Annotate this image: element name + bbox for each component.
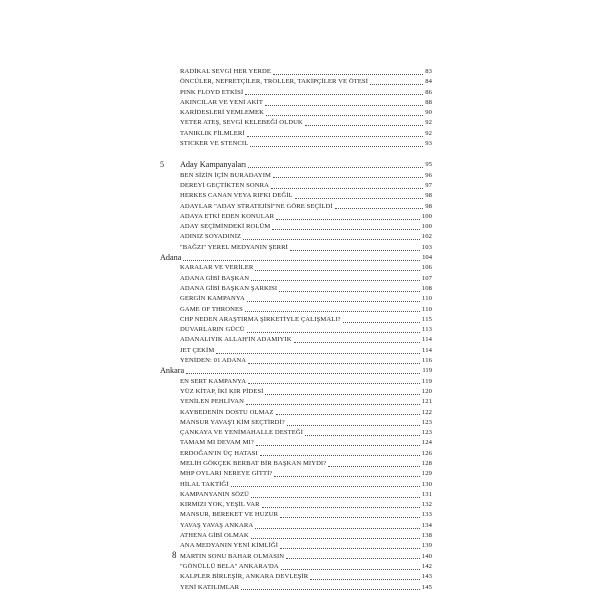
toc-entry-page-number: 106 [421,264,432,272]
toc-entry-title: ÖNCÜLER, NEFRETÇİLER, TROLLER, TAKİPÇİLER VE ÖTESİ [180,78,368,86]
toc-entry[interactable] [160,469,432,479]
toc-entry-title: ANA MEDYANIN YENİ KİMLİĞİ [180,542,279,550]
dot-leader [276,413,420,415]
chapter-page-number: 95 [425,161,432,169]
toc-entry-page-number: 119 [422,377,432,385]
toc-entry-page-number: 102 [421,233,432,241]
toc-entry-page-number: 131 [421,490,432,498]
toc-entry-title: KAYBEDENİN DOSTU OLMAZ [180,408,274,416]
toc-entry[interactable] [160,263,432,273]
toc-entry-page-number: 134 [421,521,432,529]
toc-entry[interactable] [160,418,432,428]
dot-leader [343,321,420,323]
toc-entry-page-number: 143 [421,573,432,581]
toc-entry-page-number: 132 [421,501,432,509]
toc-entry-page-number: 103 [421,243,432,251]
toc-entry-page-number: 88 [425,98,432,106]
toc-entry-title: ÇANKAYA VE YENİMAHALLE DESTEĞİ [180,429,304,437]
dot-leader [243,238,420,240]
toc-entry[interactable] [160,428,432,438]
toc-entry-title: TANIKLIK FİLMLERİ [180,129,245,137]
toc-entry[interactable] [160,274,432,284]
toc-entry[interactable] [160,397,432,407]
toc-entry-title: KIRMIZI YOK, YEŞİL VAR [180,501,260,509]
table-of-contents [160,67,432,593]
toc-entry-title: MELİH GÖKÇEK BERBAT BİR BAŞKAN MIYDI? [180,459,327,467]
toc-entry-title: RADİKAL SEVGİ HER YERDE [180,68,272,75]
toc-entry-page-number: 120 [421,387,432,395]
toc-entry-title: ADINIZ SOYADINIZ [180,233,242,241]
dot-leader [286,557,420,559]
toc-entry[interactable] [160,377,432,387]
toc-entry-page-number: 145 [421,583,432,591]
toc-entry-page-number: 92 [425,119,432,127]
toc-entry-title: YENİLEN PEHLİVAN [180,398,244,406]
toc-entry-title: YENİ KATILIMLAR [180,583,240,591]
toc-entry-title: MHP OYLARI NEREYE GİTTİ? [180,470,273,478]
toc-entry-page-number: 129 [421,470,432,478]
toc-entry-title: KARİDESLERİ YEMLEMEK [180,109,264,117]
toc-entry-title: ATHENA GİBİ OLMAK [180,532,249,540]
toc-entry-page-number: 123 [421,418,432,426]
dot-leader [287,424,420,426]
toc-entry[interactable] [160,449,432,459]
toc-entry-page-number: 122 [421,408,432,416]
toc-entry[interactable] [160,222,432,232]
toc-entry-title: AKINCILAR VE YENİ AKİT [180,98,263,106]
toc-entry[interactable] [160,500,432,510]
toc-entry-title: ERDOĞAN'IN ÜÇ HATASI [180,449,258,457]
toc-entry-page-number: 123 [421,429,432,437]
toc-entry[interactable] [160,490,432,500]
dot-leader [183,259,420,261]
dot-leader [231,485,420,487]
section-page-number: 119 [422,367,432,375]
toc-entry-title: ADAY SEÇİMİNDEKİ ROLÜM [180,223,271,231]
toc-entry[interactable] [160,346,432,356]
toc-entry-page-number: 114 [422,346,432,354]
toc-section-ankara[interactable] [160,366,432,376]
toc-entry[interactable] [160,191,432,201]
dot-leader [290,249,420,251]
dot-leader [294,341,420,343]
toc-entry[interactable] [160,408,432,418]
dot-leader [262,506,420,508]
dot-leader [247,331,420,333]
toc-entry-page-number: 97 [425,181,432,189]
toc-entry[interactable] [160,562,432,572]
toc-entry-title: KALPLER BİRLEŞİR, ANKARA DEVLEŞİR [180,573,309,581]
toc-entry[interactable] [160,171,432,181]
dot-leader [245,93,423,95]
toc-entry[interactable] [160,118,432,128]
toc-entry-page-number: 126 [421,449,432,457]
dot-leader [335,207,424,209]
toc-entry[interactable] [160,232,432,242]
toc-entry-page-number: 100 [421,223,432,231]
toc-entry-page-number: 98 [425,202,432,210]
toc-chapter-5[interactable] [160,160,432,170]
toc-entry-title: GAME OF THRONES [180,305,243,313]
section-title: Adana [160,253,182,263]
dot-leader [248,382,420,384]
dot-leader [281,568,420,570]
toc-entry-title: ADAYLAR "ADAY STRATEJİSİ"NE GÖRE SEÇİLDİ [180,202,333,210]
toc-entry[interactable] [160,531,432,541]
toc-entry[interactable] [160,108,432,118]
toc-entry-title: DEREYİ GEÇTİKTEN SONRA [180,181,270,189]
toc-entry[interactable] [160,129,432,139]
toc-entry-page-number: 113 [422,326,432,334]
toc-entry[interactable] [160,139,432,149]
toc-entry-title: MANSUR, BEREKET VE HUZUR [180,511,279,519]
toc-entry-title: BEN SİZİN İÇİN BURADAYIM [180,171,271,179]
toc-entry-title: STICKER VE STENCIL [180,140,249,148]
toc-entry-title: YÜZ KİTAP, İKİ KIR PİDESİ [180,387,264,395]
toc-entry[interactable] [160,541,432,551]
toc-entry[interactable] [160,294,432,304]
toc-entry[interactable] [160,552,432,562]
toc-entry-title: JET ÇEKİM [180,346,215,354]
page-number-footer: 8 [172,550,177,560]
toc-entry-page-number: 86 [425,88,432,96]
toc-entry-page-number: 133 [421,511,432,519]
dot-leader [273,176,423,178]
toc-entry-page-number: 100 [421,212,432,220]
toc-entry-title: MANSUR YAVAŞ'I KİM SEÇTİRDİ? [180,418,285,426]
toc-gap [160,149,432,160]
toc-entry-page-number: 98 [425,192,432,200]
toc-entry-title: HERKES CANAN VEYA RIFKI DEĞİL [180,192,293,200]
toc-entry-page-number: 84 [425,78,432,86]
dot-leader [246,403,420,405]
dot-leader [273,73,423,75]
toc-entry-page-number: 138 [421,532,432,540]
toc-entry-title: DUVARLARIN GÜCÜ [180,326,245,334]
dot-leader [186,372,420,374]
dot-leader [305,434,420,436]
toc-entry-page-number: 114 [422,336,432,344]
toc-entry-page-number: 130 [421,480,432,488]
dot-leader [260,454,420,456]
toc-entry[interactable] [160,572,432,582]
toc-entry-page-number: 140 [421,552,432,560]
dot-leader [247,135,423,137]
dot-leader [272,228,419,230]
toc-entry-title: "BAĞZI" YEREL MEDYANIN ŞERRİ [180,243,288,251]
chapter-title: Aday Kampanyaları [180,160,247,170]
toc-entry-page-number: 116 [422,357,432,365]
toc-entry-page-number: 83 [425,68,432,75]
toc-entry[interactable] [160,98,432,108]
dot-leader [265,104,423,106]
toc-entry[interactable] [160,480,432,490]
toc-entry-page-number: 93 [425,140,432,148]
toc-entry-title: ADANA GİBİ BAŞKAN [180,274,250,282]
toc-entry[interactable] [160,243,432,253]
toc-group-chapter-4-tail [160,67,432,149]
toc-entry-page-number: 121 [421,398,432,406]
toc-entry-title: EN SERT KAMPANYA [180,377,247,385]
toc-entry[interactable] [160,583,432,593]
toc-entry-page-number: 110 [422,295,432,303]
toc-section-adana[interactable] [160,253,432,263]
toc-entry-title: GERGİN KAMPANYA [180,295,245,303]
dot-leader [265,393,419,395]
dot-leader [255,269,419,271]
toc-entry-title: KARALAR VE VERİLER [180,264,254,272]
dot-leader [255,527,420,529]
toc-entry[interactable] [160,181,432,191]
toc-entry-title: ADAYA ETKİ EDEN KONULAR [180,212,275,220]
toc-entry[interactable] [160,284,432,294]
dot-leader [248,166,423,168]
toc-entry-title: CHP NEDEN ARAŞTIRMA ŞİRKETİYLE ÇALIŞMALI? [180,315,341,323]
toc-entry-title: ADANA GİBİ BAŞKAN ŞARKISI [180,284,278,292]
toc-entry[interactable] [160,459,432,469]
toc-entry[interactable] [160,202,432,212]
dot-leader [310,578,420,580]
dot-leader [247,300,420,302]
toc-entry-title: YETER ATEŞ, SEVGİ KELEBEĞİ OLDUK [180,119,303,127]
dot-leader [274,475,419,477]
dot-leader [295,197,424,199]
dot-leader [305,124,423,126]
toc-entry[interactable] [160,356,432,366]
toc-entry[interactable] [160,387,432,397]
toc-entry-title: ADANALIYIK ALLAH'IN ADAMIYIK [180,336,292,344]
dot-leader [216,352,420,354]
dot-leader [276,218,420,220]
toc-entry-page-number: 110 [422,305,432,313]
section-page-number: 104 [422,254,432,262]
toc-entry[interactable] [160,335,432,345]
dot-leader [279,290,420,292]
dot-leader [251,279,420,281]
toc-entry[interactable] [160,305,432,315]
toc-entry[interactable] [160,315,432,325]
toc-entry[interactable] [160,325,432,335]
toc-entry-title: HİLAL TAKTİĞİ [180,480,229,488]
section-title: Ankara [160,366,185,376]
toc-entry-title: TAMAM MI DEVAM MI? [180,439,254,447]
dot-leader [280,547,420,549]
dot-leader [271,187,423,189]
toc-entry-page-number: 107 [421,274,432,282]
dot-leader [256,444,420,446]
toc-entry-page-number: 96 [425,171,432,179]
dot-leader [251,537,420,539]
toc-entry-page-number: 124 [421,439,432,447]
toc-entry[interactable] [160,438,432,448]
dot-leader [241,588,420,590]
toc-group-adana [160,263,432,366]
toc-entry-page-number: 92 [425,129,432,137]
dot-leader [280,516,420,518]
toc-entry[interactable] [160,521,432,531]
toc-entry[interactable] [160,77,432,87]
dot-leader [370,83,423,85]
toc-entry[interactable] [160,67,432,77]
toc-entry-page-number: 90 [425,109,432,117]
toc-entry-title: PINK FLOYD ETKİSİ [180,88,244,96]
toc-group-aday-kampanyalari [160,171,432,253]
toc-group-ankara [160,377,432,593]
toc-entry-page-number: 128 [421,459,432,467]
toc-entry-page-number: 108 [421,284,432,292]
toc-entry-title: MARTIN SONU BAHAR OLMASIN [180,552,285,560]
chapter-number: 5 [160,160,165,170]
toc-entry[interactable] [160,212,432,222]
dot-leader [245,310,420,312]
toc-entry[interactable] [160,88,432,98]
toc-entry-title: YAVAŞ YAVAŞ ANKARA [180,521,254,529]
toc-entry-title: KAMPANYANIN SÖZÜ [180,490,249,498]
dot-leader [328,465,420,467]
dot-leader [248,362,420,364]
toc-entry-title: "GÖNÜLLÜ BELA" ANKARA'DA [180,562,279,570]
dot-leader [251,496,420,498]
toc-entry-page-number: 142 [421,562,432,570]
dot-leader [250,145,423,147]
dot-leader [266,114,423,116]
toc-entry-page-number: 115 [422,315,432,323]
toc-entry-title: YENİDEN: 01 ADANA [180,357,247,365]
toc-entry[interactable] [160,510,432,520]
toc-entry-page-number: 139 [421,542,432,550]
